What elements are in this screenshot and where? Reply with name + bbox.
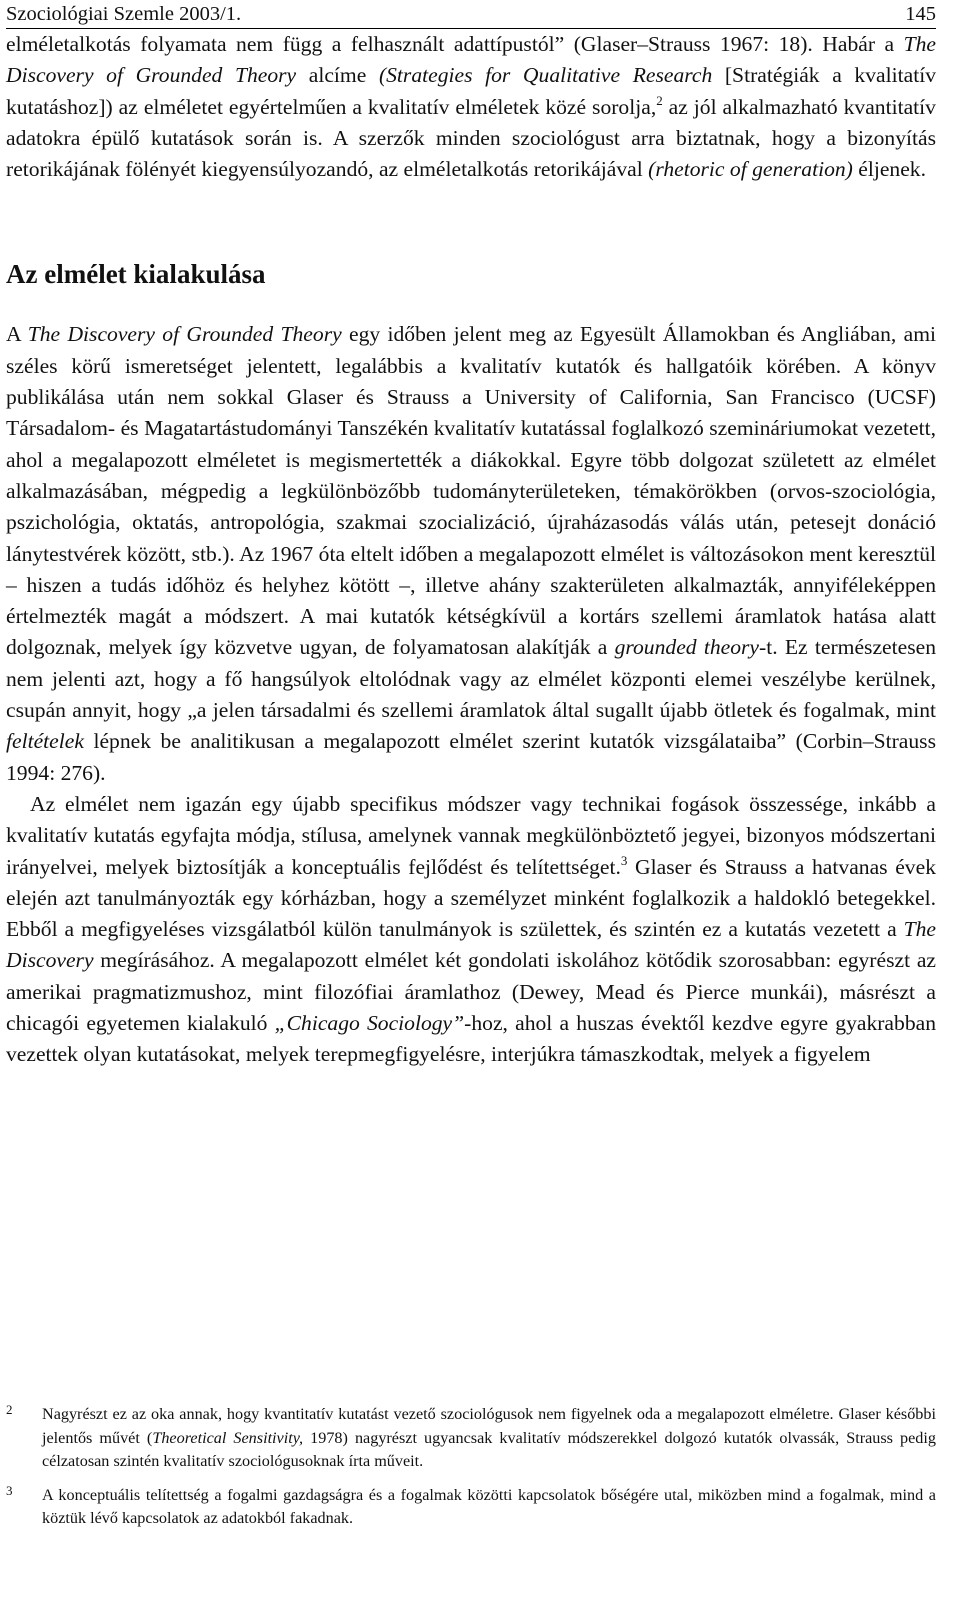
text-run: lépnek be analitikusan a megalapozott elmélet szerint kutatók vizsgálataiba” (Corbin–Strauss 1994: 276). — [6, 729, 936, 785]
text-run: megírásához. A megalapozott elmélet két gondolati iskolához kötődik szorosabban: egyrészt az amerikai pragmatizmushoz, mint filozófiai áramlathoz (Dewey, Mead és Pierce munkái), másrészt a chicagói egyetemen kialakuló — [6, 948, 936, 1036]
text-run: Az elmélet nem igazán egy újabb specifikus módszer vagy technikai fogások összessége, inkább a kvalitatív kutatás egyfajta módja, stílusa, amelynek vannak megkülönböztető jegyei, bizonyos módszertani irányelvei, melyek biztosítják a konceptuális fejlődést és telítettséget. — [6, 791, 936, 879]
footnote-ref-2[interactable]: 2 — [656, 92, 663, 108]
footnote-2 — [6, 1403, 936, 1474]
book-title: Theoretical Sensitivity, — [152, 1428, 304, 1447]
footnote-number: 3 — [6, 1482, 13, 1498]
running-header — [6, 0, 936, 29]
book-title: The Discovery — [6, 917, 936, 973]
section-heading: Az elmélet kialakulása — [6, 259, 266, 290]
intro-paragraph — [6, 29, 936, 185]
article-body — [6, 29, 936, 1071]
subtitle-italic: (Strategies for Qualitative Research — [378, 63, 713, 88]
text-run: éljenek. — [852, 157, 927, 182]
journal-page — [6, 0, 936, 1527]
term-italic: „Chicago Sociology” — [274, 1011, 465, 1036]
term-italic: grounded theory — [614, 635, 760, 660]
footnote-3 — [6, 1484, 936, 1531]
text-run: A konceptuális telítettség a fogalmi gazdagságra és a fogalmak közötti kapcsolatok bőségére utal, miközben mind a fogalmak, mind a köztük lévő kapcsolatok az adatokból fakadnak. — [42, 1485, 936, 1527]
book-title: The Discovery of Grounded Theory — [6, 32, 936, 88]
text-run: elméletalkotás folyamata nem függ a felhasznált adattípustól” (Glaser–Strauss 1967: 18). Habár a — [6, 32, 904, 56]
text-run: egy időben jelent meg az Egyesült Államokban és Angliában, ami széles körű ismeretséget jelentett, legalábbis a kvalitatív kutatók és hallgatóik körében. A könyv publikálása után nem sokkal Glaser és Strauss a University of California, San Francisco (UCSF) Társadalom- és Magatartástudományi Tanszékén kvalitatív kutatással foglalkozó szemináriumokat vezetett, ahol a megalapozott elméletet is megismertették a diákokkal. Egyre több dolgozat született az elmélet alkalmazásában, mégpedig a legkülönbözőbb tudományterületeken, témakörökben (orvos-szociológia, pszichológia, oktatás, antropológia, szakmai szocializáció, újraházasodás válás után, petesejt donáció lánytestvérek között, stb.). Az 1967 óta eltelt időben a megalapozott elmélet is változásokon ment keresztül – hiszen a tudás időhöz és helyhez kötött –, illetve ahány szakterületen alkalmazták, annyiféleképpen értelmezték magát a módszert. A mai kutatók kétségkívül a kortárs szellemi áramlatok hatása alatt dolgoznak, melyek így közvetve ugyan, de folyamatosan alakítják a — [6, 322, 936, 660]
footnote-ref-3[interactable]: 3 — [620, 852, 628, 868]
footnotes — [6, 1403, 936, 1541]
page-number: 145 — [905, 3, 936, 25]
term-italic: feltételek — [6, 729, 84, 754]
text-run: A — [6, 322, 28, 347]
text-run: [Stratégiák a kvalitatív kutatáshoz]) az elméletet egyértelműen a kvalitatív elméletek közé sorolja, — [6, 63, 936, 119]
footnote-text — [42, 1403, 936, 1474]
footnote-number: 2 — [6, 1402, 13, 1417]
text-run: alcíme — [296, 63, 379, 88]
journal-title: Szociológiai Szemle 2003/1. — [6, 3, 242, 25]
text-run: -t. Ez természetesen nem jelenti azt, hogy a fő hangsúlyok eltolódnak vagy az elmélet központi elemei veszélybe kerülnek, csupán annyit, hogy „a jelen társadalmi és szellemi áramlatok által sugallt újabb ötletek és fogalmak, mint — [6, 635, 936, 723]
text-run: Glaser és Strauss a hatvanas évek elején azt tanulmányozták egy kórházban, hogy a személyzet minként foglalkozik a haldokló betegekkel. Ebből a megfigyeléses vizsgálatból külön tanulmányok is születtek, és szintén ez a kutatás vezetett a — [6, 854, 936, 942]
body-paragraph-1 — [6, 319, 936, 788]
text-run: Nagyrészt ez az oka annak, hogy kvantitatív kutatást vezető szociológusok nem figyelnek oda a megalapozott elméletre. Glaser későbbi jelentős művét ( — [42, 1405, 936, 1447]
term-italic: (rhetoric of generation) — [648, 157, 853, 182]
book-title: The Discovery of Grounded Theory — [27, 322, 342, 347]
footnote-text — [42, 1484, 936, 1531]
text-run: 1978) nagyrészt ugyancsak kvalitatív módszerekkel dolgozó kutatók olvassák, Strauss pedig célzatosan szintén kvalitatív szociológusoknak írta műveit. — [42, 1428, 936, 1470]
text-run: az jól alkalmazható kvantitatív adatokra épülő kutatások során is. A szerzők minden szociológust arra biztatnak, hogy a bizonyítás retorikájának fölényét kiegyensúlyozandó, az elméletalkotás retorikájával — [6, 94, 936, 182]
body-paragraph-2 — [6, 789, 936, 1071]
text-run: -hoz, ahol a huszas évektől kezdve egyre gyakrabban vezettek olyan kutatásokat, melyek terepmegfigyelésre, interjúkra támaszkodtak, melyek a figyelem — [6, 1011, 936, 1067]
